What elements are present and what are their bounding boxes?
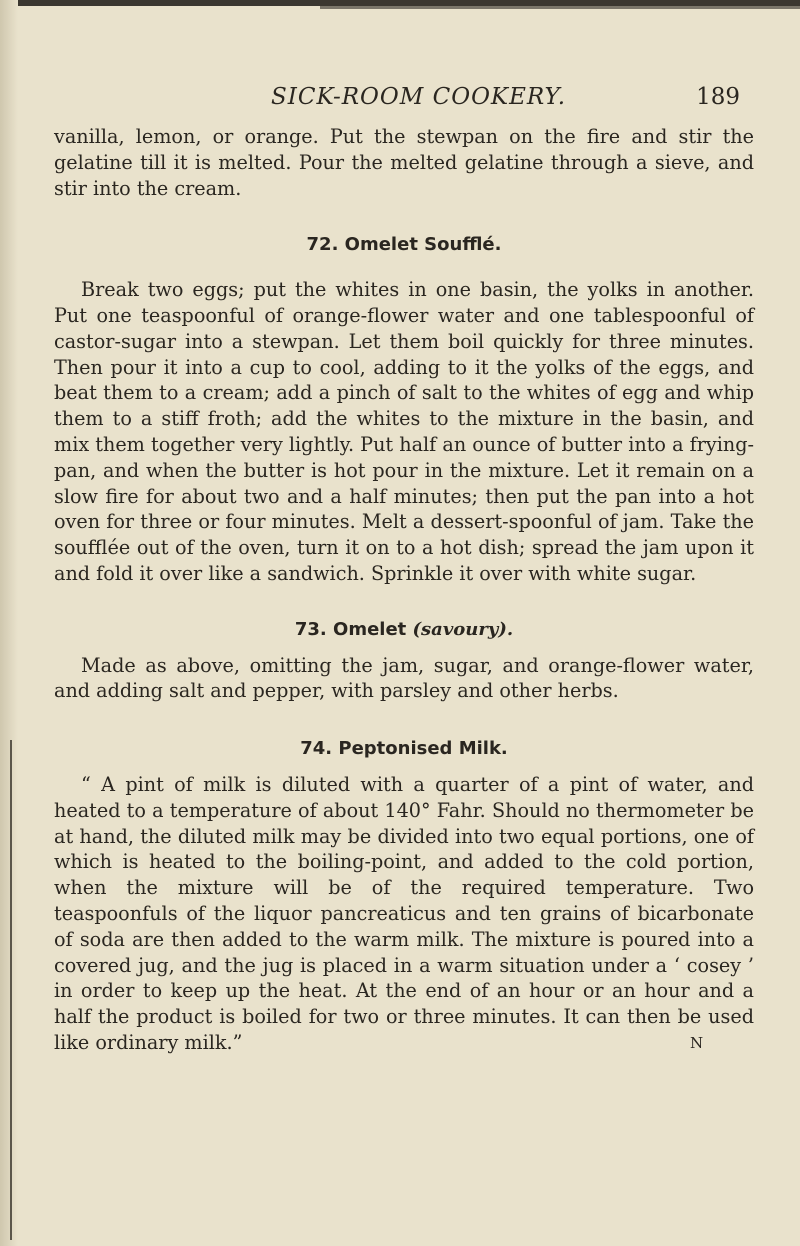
recipe-heading-text: 73. Omelet [294, 618, 413, 640]
running-title: SICK-ROOM COOKERY. [271, 84, 567, 110]
recipe-heading-73 [54, 617, 754, 643]
signature-mark: N [690, 1034, 704, 1052]
recipe-heading-74 [54, 736, 754, 762]
page-binding-edge [0, 0, 18, 1246]
page-content [54, 124, 754, 1056]
recipe-text-72: Break two eggs; put the whites in one basin, the yolks in another. Put one teaspoonful of orange-flower water and one tablespoonful of castor-sugar into a stewpan. Let them boil quickly for three minutes. Then pour it into a cup to cool, adding to it the yolks of the eggs, and beat them to a cream; add a pinch of salt to the whites of egg and whip them to a stiff froth; add the whites to the mixture in the basin, and mix them together very lightly. Put half an ounce of butter into a frying-pan, and when the butter is hot pour in the mixture. Let it remain on a slow fire for about two and a half minutes; then put the pan into a hot oven for three or four minutes. Melt a dessert-spoonful of jam. Take the soufflée out of the oven, turn it on to a hot dish; spread the jam upon it and fold it over like a sandwich. Sprinkle it over with white sugar. [54, 278, 754, 585]
recipe-text-74: “ A pint of milk is diluted with a quarter of a pint of water, and heated to a temperature of about 140° Fahr. Should no thermometer be at hand, the diluted milk may be divided into two equal portions, one of which is heated to the boiling-point, and added to the cold portion, when the mixture will be of the required temperature. Two teaspoonfuls of the liquor pancreaticus and ten grains of bicarbonate of soda are then added to the warm milk. The mixture is poured into a covered jug, and the jug is placed in a warm situation under a ‘ cosey ’ in order to keep up the heat. At the end of an hour or an hour and a half the product is boiled for two or three minutes. It can then be used like ordinary milk.” [54, 772, 754, 1054]
recipe-heading-72 [54, 232, 754, 258]
intro-paragraph: vanilla, lemon, or orange. Put the stewpan on the fire and stir the gelatine till it is melted. Pour the melted gelatine through a sieve, and stir into the cream. [54, 125, 754, 200]
recipe-heading-text: 74. Peptonised Milk. [300, 738, 508, 760]
page-top-border-shadow [320, 6, 800, 9]
page-number: 189 [696, 84, 740, 110]
page-binding-line [10, 740, 12, 1240]
page-header [54, 84, 754, 118]
recipe-heading-text: 72. Omelet Soufflé. [306, 234, 502, 256]
recipe-heading-subtitle: (savoury). [412, 618, 514, 640]
recipe-text-73: Made as above, omitting the jam, sugar, and orange-flower water, and adding salt and pepper, with parsley and other herbs. [54, 653, 754, 703]
